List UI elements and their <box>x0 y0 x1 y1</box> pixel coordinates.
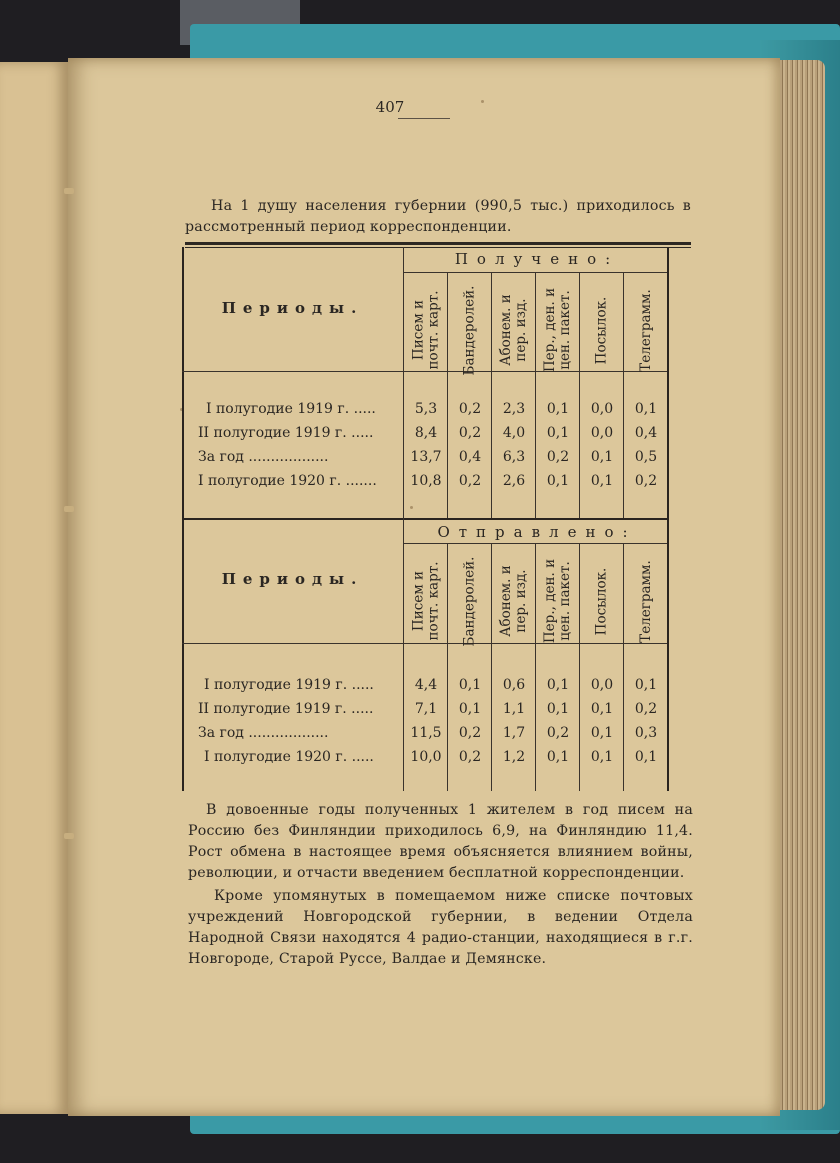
page-number: 407 <box>375 98 405 116</box>
table-cell: 0,2 <box>546 449 570 465</box>
table-cell: 4,0 <box>502 425 526 441</box>
column-header-money-transfers: Пер., ден. и цен. пакет. <box>542 287 574 373</box>
table-cell: 2,3 <box>502 401 526 417</box>
received-table <box>182 247 669 519</box>
table-cell: 0,2 <box>458 401 482 417</box>
row-label: II полугодие 1919 г. ..... <box>198 425 374 441</box>
table-cell: 2,6 <box>502 473 526 489</box>
table-cell: 8,4 <box>414 425 438 441</box>
table-cell: 0,1 <box>546 701 570 717</box>
group-rule <box>403 272 667 273</box>
table-cell: 0,6 <box>502 677 526 693</box>
binding-thread <box>64 188 74 194</box>
table-cell: 7,1 <box>414 701 438 717</box>
table-cell: 0,4 <box>634 425 658 441</box>
table-top-rule <box>185 242 691 245</box>
group-label-sent: Отправлено: <box>437 523 637 541</box>
table-cell: 11,5 <box>410 725 442 741</box>
table-cell: 0,3 <box>634 725 658 741</box>
column-header-telegrams: Телеграмм. <box>637 288 654 372</box>
column-header-letters: Писем и почт. карт. <box>410 561 441 641</box>
table-cell: 0,1 <box>546 473 570 489</box>
table-cell: 10,8 <box>410 473 442 489</box>
column-header-subscriptions: Абонем. и пер. изд. <box>498 565 529 637</box>
row-label: I полугодие 1920 г. ..... <box>204 749 374 765</box>
table-cell: 0,2 <box>458 725 482 741</box>
table-cell: 0,1 <box>590 725 614 741</box>
group-label-received: Получено: <box>454 250 620 268</box>
column-header-parcels: Посылок. <box>593 567 610 635</box>
periods-header: Периоды. <box>221 299 364 317</box>
group-rule <box>403 543 667 544</box>
table-cell: 10,0 <box>410 749 442 765</box>
table-cell: 6,3 <box>502 449 526 465</box>
column-header-telegrams: Телеграмм. <box>637 559 654 643</box>
table-cell: 0,1 <box>634 749 658 765</box>
table-cell: 0,1 <box>634 401 658 417</box>
table-cell: 5,3 <box>414 401 438 417</box>
row-label: За год .................. <box>198 725 329 741</box>
binding-thread <box>64 506 74 512</box>
table-divider-rule <box>182 518 669 520</box>
table-border-left <box>182 247 184 519</box>
table-cell: 0,1 <box>590 473 614 489</box>
table-border-left <box>182 518 184 791</box>
row-label: I полугодие 1920 г. ....... <box>198 473 377 489</box>
paper-speck <box>481 100 484 103</box>
table-cell: 1,2 <box>502 749 526 765</box>
table-cell: 0,1 <box>458 701 482 717</box>
prewar-paragraph: В довоенные годы полученных 1 жителем в год писем на Россию без Финляндии приходилось 6,9, на Финляндию 11,4. Рост обмена в настоящее время объясняется влиянием войны, революции, и отчасти введением бесплатной корреспонденции. <box>188 802 693 881</box>
row-label: I полугодие 1919 г. ..... <box>206 401 376 417</box>
table-cell: 0,2 <box>634 701 658 717</box>
table-cell: 0,1 <box>546 749 570 765</box>
table-cell: 0,2 <box>458 749 482 765</box>
column-header-parcels-printed: Бандеролей. <box>461 285 478 375</box>
column-header-parcels: Посылок. <box>593 296 610 364</box>
column-header-subscriptions: Абонем. и пер. изд. <box>498 294 529 366</box>
sent-table <box>182 518 669 791</box>
table-cell: 0,0 <box>590 677 614 693</box>
table-cell: 13,7 <box>410 449 442 465</box>
table-cell: 0,2 <box>458 473 482 489</box>
table-cell: 0,2 <box>458 425 482 441</box>
table-cell: 0,2 <box>634 473 658 489</box>
table-cell: 0,1 <box>590 749 614 765</box>
table-cell: 0,1 <box>458 677 482 693</box>
table-cell: 1,1 <box>502 701 526 717</box>
table-cell: 0,0 <box>590 401 614 417</box>
table-cell: 0,1 <box>546 425 570 441</box>
table-cell: 0,2 <box>546 725 570 741</box>
row-label: II полугодие 1919 г. ..... <box>198 701 374 717</box>
table-cell: 0,1 <box>590 449 614 465</box>
row-label: I полугодие 1919 г. ..... <box>204 677 374 693</box>
table-cell: 4,4 <box>414 677 438 693</box>
table-cell: 1,7 <box>502 725 526 741</box>
table-cell: 0,1 <box>634 677 658 693</box>
table-cell: 0,0 <box>590 425 614 441</box>
page-number-rule <box>398 118 450 119</box>
row-label: За год .................. <box>198 449 329 465</box>
table-cell: 0,5 <box>634 449 658 465</box>
intro-paragraph: На 1 душу населения губернии (990,5 тыс.) приходилось в рассмотренный период корреспонденции. <box>185 198 691 235</box>
column-header-letters: Писем и почт. карт. <box>410 290 441 370</box>
binding-thread <box>64 833 74 839</box>
column-header-money-transfers: Пер., ден. и цен. пакет. <box>542 558 574 644</box>
radio-stations-paragraph: Кроме упомянутых в помещаемом ниже списке почтовых учреждений Новгородской губернии, в ведении Отдела Народной Связи находятся 4 радио-станции, находящиеся в г.г. Новгороде, Старой Руссе, Валдае и Демянске. <box>188 888 693 967</box>
periods-header: Периоды. <box>221 570 364 588</box>
table-cell: 0,1 <box>590 701 614 717</box>
table-cell: 0,1 <box>546 401 570 417</box>
left-page <box>0 62 68 1114</box>
column-header-parcels-printed: Бандеролей. <box>461 556 478 646</box>
table-cell: 0,4 <box>458 449 482 465</box>
table-cell: 0,1 <box>546 677 570 693</box>
